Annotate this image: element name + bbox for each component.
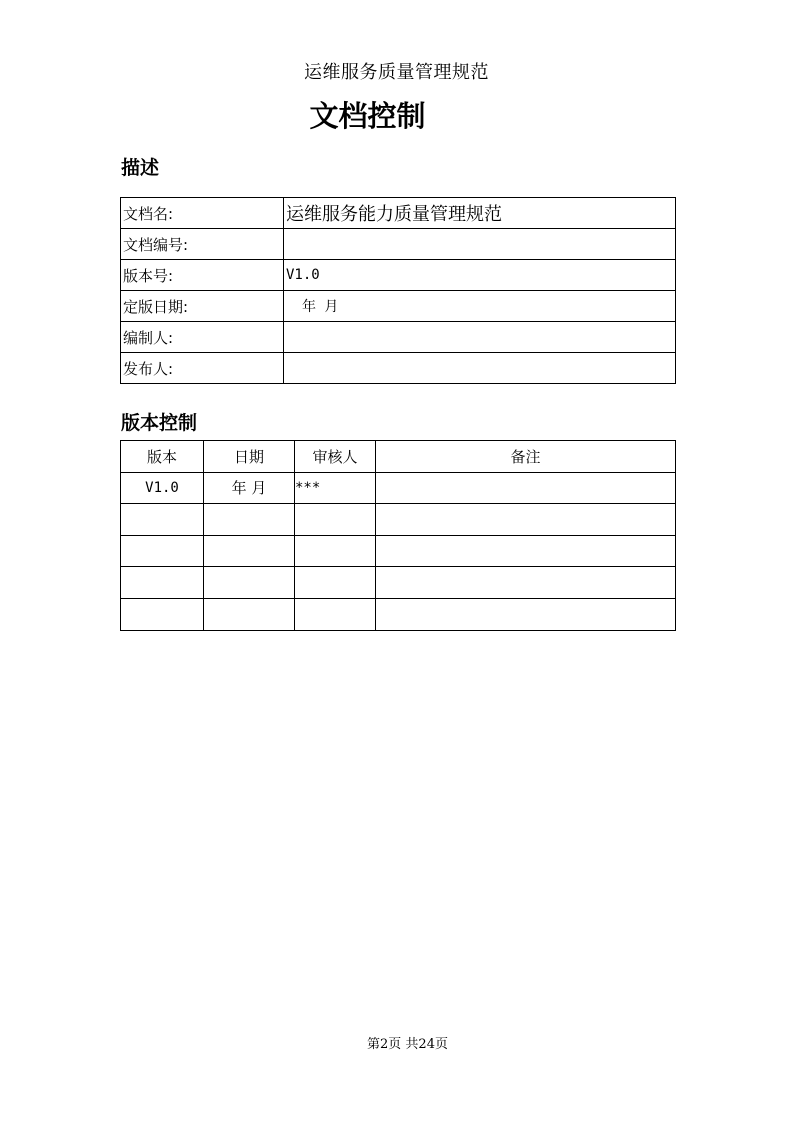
- description-table: [120, 197, 676, 384]
- table-row: [121, 567, 676, 599]
- remarks-cell: [376, 535, 676, 567]
- reviewer-cell: [295, 535, 376, 567]
- version-number-label: 版本号:: [121, 260, 284, 291]
- column-header-reviewer: 审核人: [295, 441, 376, 473]
- version-cell: [121, 535, 204, 567]
- release-date-value: 年 月: [284, 291, 676, 322]
- date-cell: [204, 567, 295, 599]
- publisher-label: 发布人:: [121, 353, 284, 384]
- version-number-value: V1.0: [284, 260, 676, 291]
- date-cell: [204, 504, 295, 536]
- remarks-cell: [376, 504, 676, 536]
- table-row: [121, 260, 676, 291]
- version-cell: [121, 567, 204, 599]
- column-header-version: 版本: [121, 441, 204, 473]
- date-cell: 年 月: [204, 472, 295, 504]
- reviewer-cell: [295, 567, 376, 599]
- release-date-label: 定版日期:: [121, 291, 284, 322]
- table-row: [121, 229, 676, 260]
- table-row: [121, 472, 676, 504]
- table-row: [121, 598, 676, 630]
- doc-name-value: 运维服务能力质量管理规范: [284, 198, 676, 229]
- date-cell: [204, 598, 295, 630]
- remarks-cell: [376, 567, 676, 599]
- remarks-cell: [376, 472, 676, 504]
- author-label: 编制人:: [121, 322, 284, 353]
- version-control-heading: 版本控制: [121, 412, 198, 434]
- author-value: [284, 322, 676, 353]
- doc-number-label: 文档编号:: [121, 229, 284, 260]
- table-row: [121, 198, 676, 229]
- description-heading: 描述: [121, 157, 160, 179]
- table-row: [121, 291, 676, 322]
- version-control-table: [120, 440, 676, 631]
- publisher-value: [284, 353, 676, 384]
- page-title: 文档控制: [309, 99, 426, 133]
- table-row: [121, 353, 676, 384]
- table-row: [121, 504, 676, 536]
- reviewer-cell: [295, 504, 376, 536]
- version-cell: [121, 504, 204, 536]
- table-header-row: [121, 441, 676, 473]
- date-cell: [204, 535, 295, 567]
- doc-number-value: [284, 229, 676, 260]
- column-header-remarks: 备注: [376, 441, 676, 473]
- table-row: [121, 535, 676, 567]
- running-header: 运维服务质量管理规范: [304, 62, 489, 83]
- version-cell: [121, 598, 204, 630]
- doc-name-label: 文档名:: [121, 198, 284, 229]
- column-header-date: 日期: [204, 441, 295, 473]
- page-footer: 第2页 共24页: [367, 1037, 448, 1052]
- reviewer-cell: ***: [295, 472, 376, 504]
- remarks-cell: [376, 598, 676, 630]
- reviewer-cell: [295, 598, 376, 630]
- table-row: [121, 322, 676, 353]
- version-cell: V1.0: [121, 472, 204, 504]
